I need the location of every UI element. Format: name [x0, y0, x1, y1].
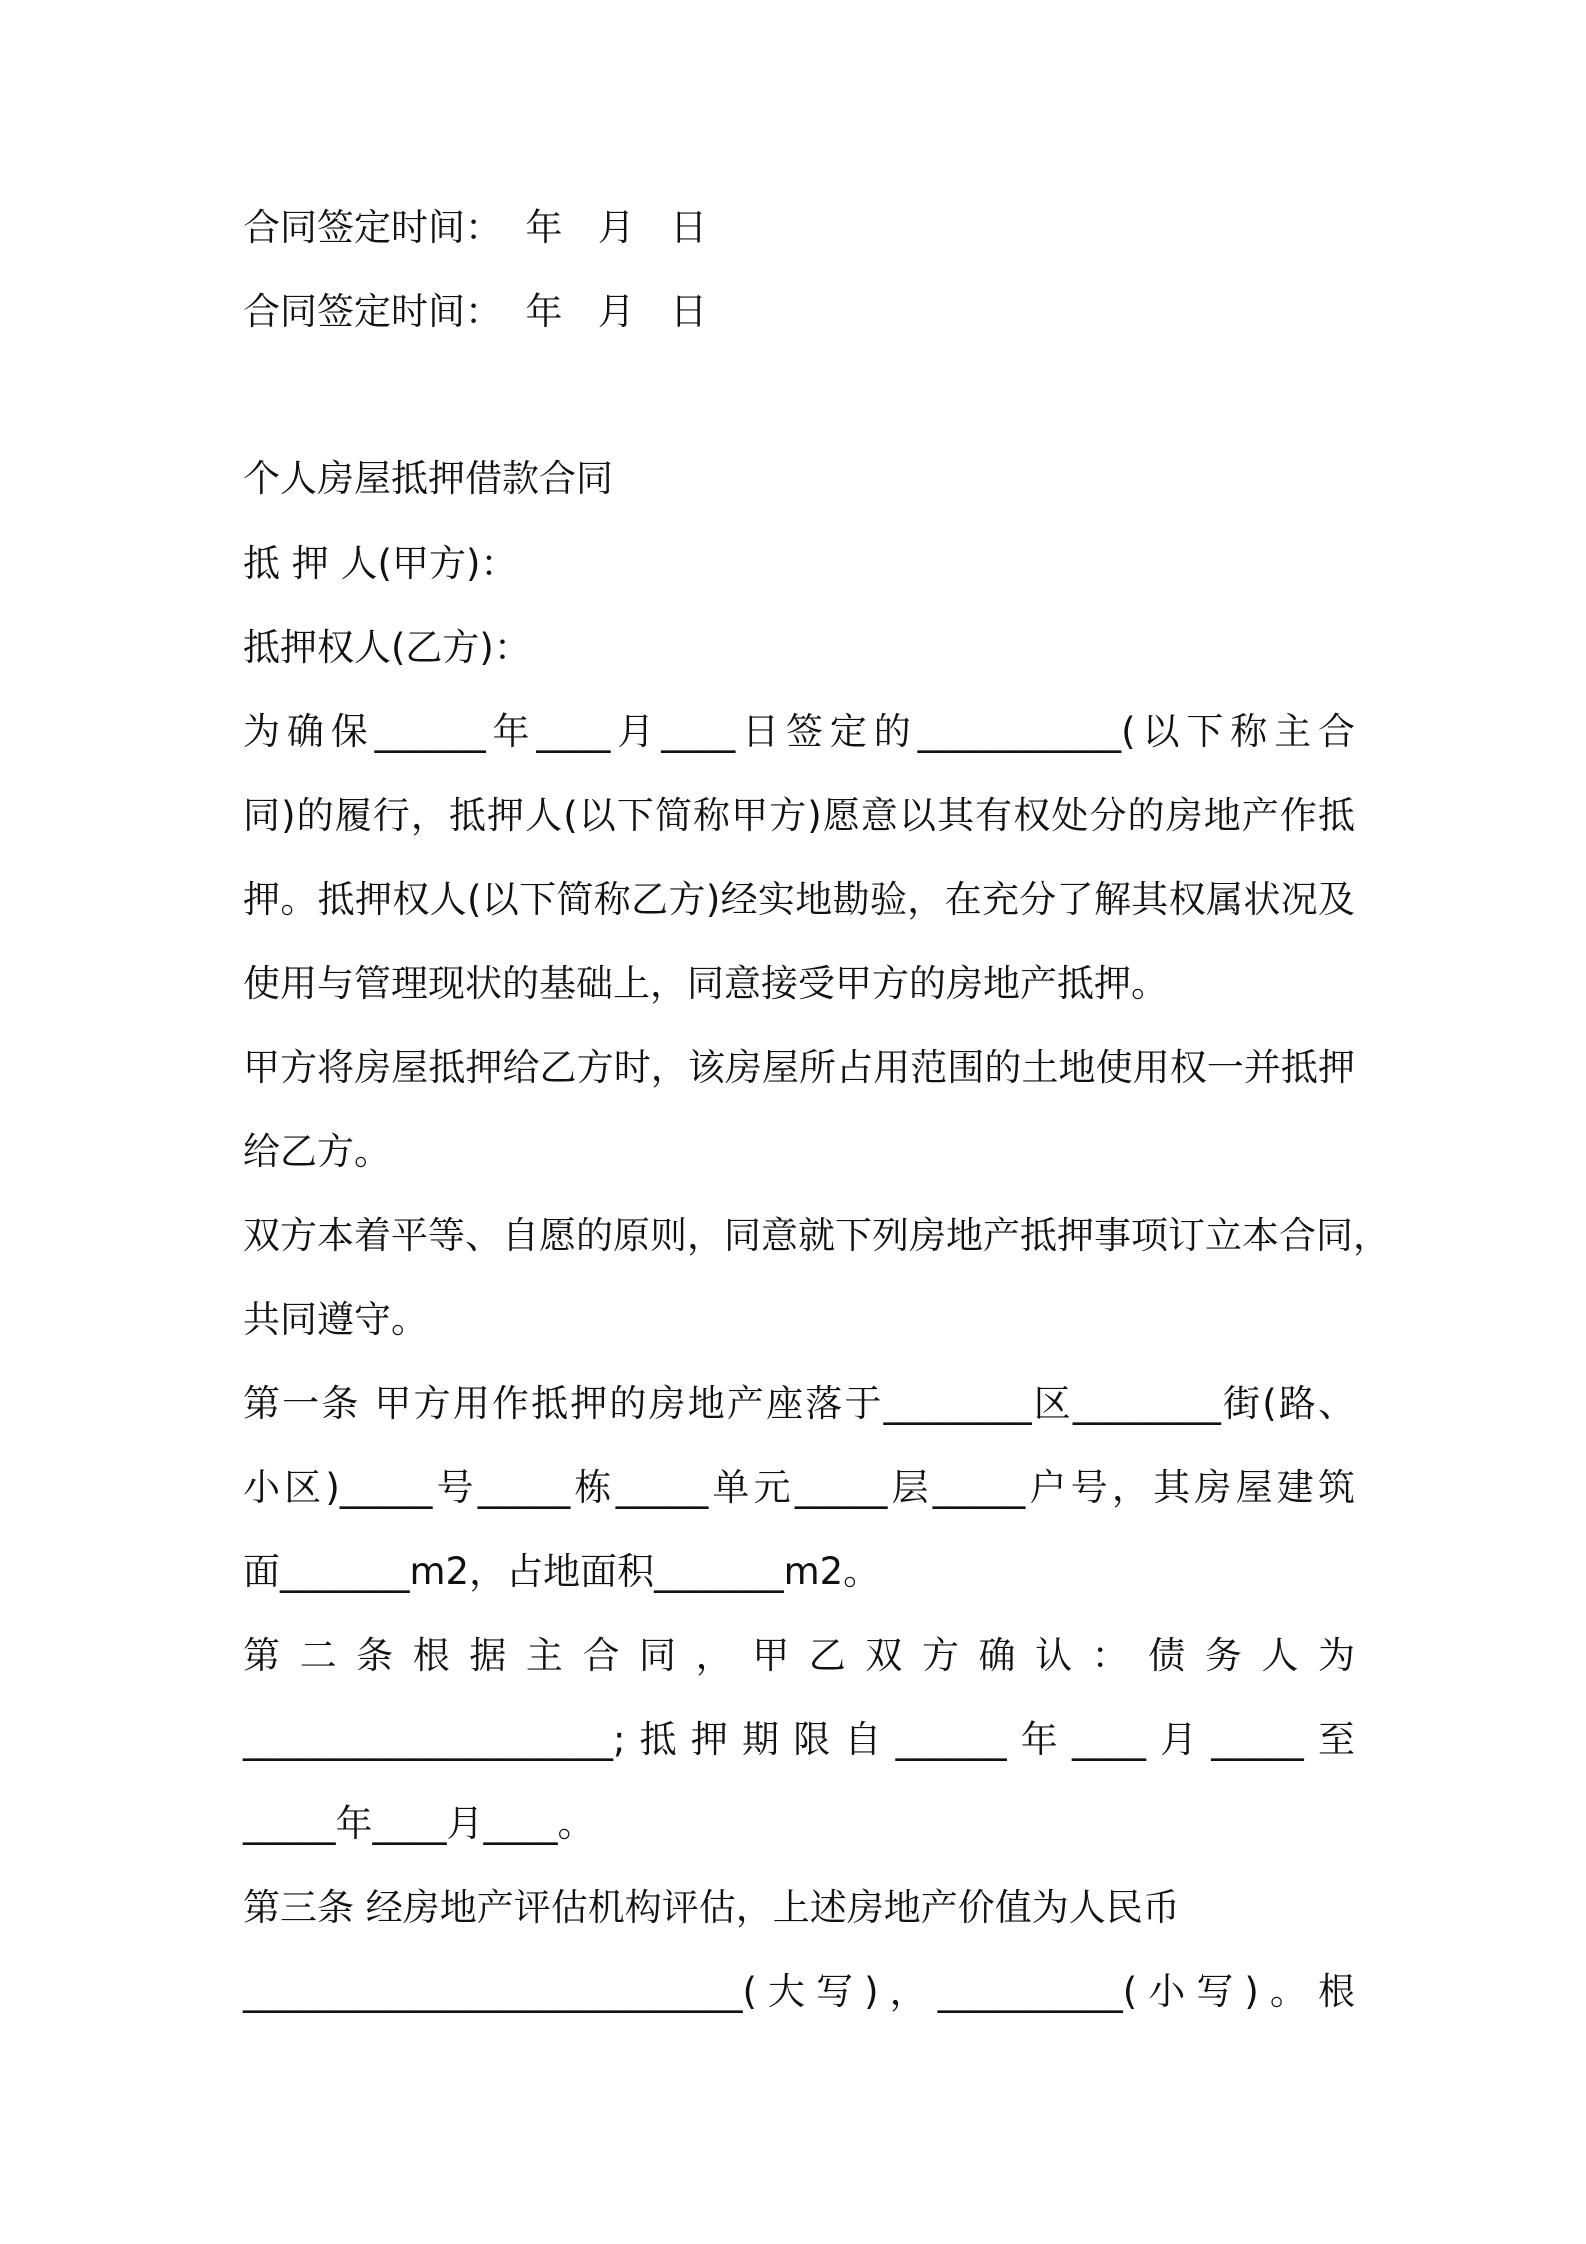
- article-one-line: 小区)_____号_____栋_____单元_____层_____户号，其房屋建筑: [243, 1466, 1355, 1509]
- paragraph-line: 为确保______年____月____日签定的___________(以下称主合: [243, 710, 1355, 753]
- paragraph-line: 给乙方。: [243, 1130, 391, 1173]
- signing-date-line-2: 合同签定时间： 年 月 日: [243, 290, 708, 333]
- mortgagor-line: 抵 押 人(甲方)：: [243, 542, 518, 585]
- paragraph-line: 同)的履行，抵押人(以下简称甲方)愿意以其有权处分的房地产作抵: [243, 794, 1355, 837]
- paragraph-line: 押。抵押权人(以下简称乙方)经实地勘验，在充分了解其权属状况及: [243, 878, 1355, 921]
- paragraph-line: 使用与管理现状的基础上，同意接受甲方的房地产抵押。: [243, 962, 1168, 1005]
- contract-title: 个人房屋抵押借款合同: [243, 457, 613, 500]
- article-three-line: ___________________________(大写)，__________(小写)。根: [243, 1970, 1355, 2013]
- paragraph-line: 共同遵守。: [243, 1298, 428, 1341]
- paragraph-line: 双方本着平等、自愿的原则，同意就下列房地产抵押事项订立本合同，: [243, 1214, 1390, 1257]
- paragraph-line: 甲方将房屋抵押给乙方时，该房屋所占用范围的土地使用权一并抵押: [243, 1046, 1355, 1089]
- article-two-line: _____年____月____。: [243, 1802, 595, 1845]
- signing-date-line-1: 合同签定时间： 年 月 日: [243, 206, 708, 249]
- article-one-line: 第一条 甲方用作抵押的房地产座落于________区________街(路、: [243, 1382, 1355, 1425]
- mortgagee-line: 抵押权人(乙方)：: [243, 626, 531, 669]
- article-two-line: ____________________;抵押期限自______年____月_____至: [243, 1718, 1355, 1761]
- article-two-line: 第 二 条 根 据 主 合 同 ， 甲 乙 双 方 确 认 ： 债 务 人 为: [243, 1634, 1355, 1677]
- article-one-line: 面_______m2，占地面积_______m2。: [243, 1550, 881, 1593]
- article-three-line: 第三条 经房地产评估机构评估，上述房地产价值为人民币: [243, 1886, 1180, 1929]
